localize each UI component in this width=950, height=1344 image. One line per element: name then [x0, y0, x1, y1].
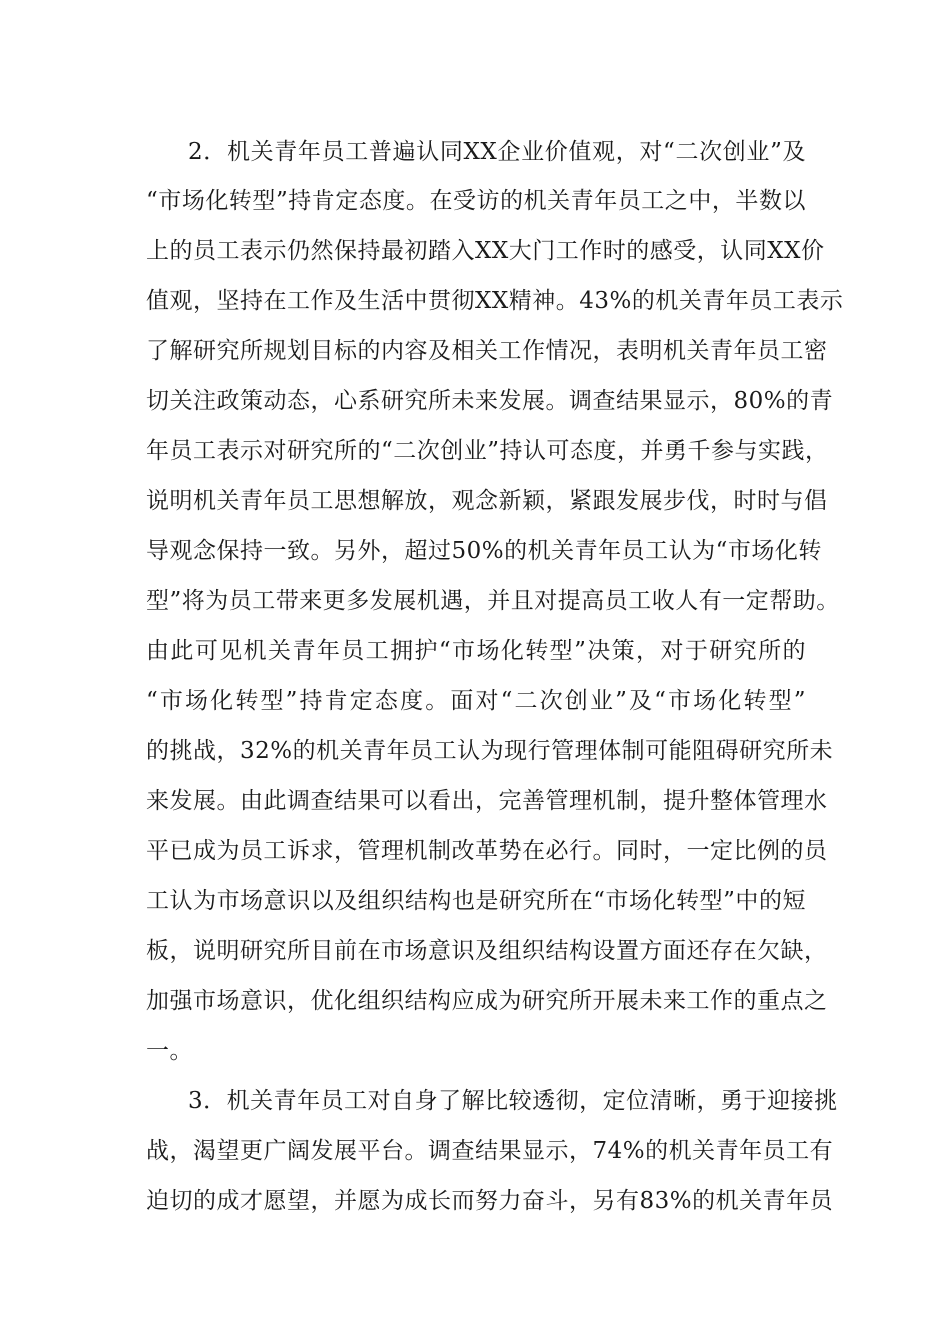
paragraph-line: 由此可见机关青年员工拥护“市场化转型”决策，对于研究所的: [146, 638, 806, 664]
paragraph-line: 说明机关青年员工思想解放，观念新颖，紧跟发展步伐，时时与倡: [146, 488, 828, 514]
paragraph-line: 战，渴望更广阔发展平台。调查结果显示，74%的机关青年员工有: [146, 1138, 834, 1164]
paragraph-line: 上的员工表示仍然保持最初踏入XX大门工作时的感受，认同XX价: [146, 238, 825, 264]
paragraph-line: 的挑战，32%的机关青年员工认为现行管理体制可能阻碍研究所未: [146, 738, 834, 764]
paragraph-line: 值观，坚持在工作及生活中贯彻XX精神。43%的机关青年员工表示: [146, 288, 844, 314]
paragraph-line: 导观念保持一致。另外，超过50%的机关青年员工认为“市场化转: [146, 538, 822, 564]
paragraph-line: “市场化转型”持肯定态度。在受访的机关青年员工之中，半数以: [146, 188, 806, 214]
paragraph-line: 加强市场意识，优化组织结构应成为研究所开展未来工作的重点之: [146, 988, 828, 1014]
paragraph-line: 板，说明研究所目前在市场意识及组织结构设置方面还存在欠缺，: [146, 938, 828, 964]
paragraph-line: “市场化转型”持肯定态度。面对“二次创业”及“市场化转型”: [146, 688, 806, 714]
paragraph-line: 来发展。由此调查结果可以看出，完善管理机制，提升整体管理水: [146, 788, 828, 814]
paragraph-line: 年员工表示对研究所的“二次创业”持认可态度，并勇千参与实践，: [146, 438, 829, 464]
paragraph-line: 一。: [146, 1038, 193, 1064]
paragraph-line: 3．机关青年员工对自身了解比较透彻，定位清晰，勇于迎接挑: [188, 1088, 838, 1114]
paragraph-line: 切关注政策动态，心系研究所未来发展。调查结果显示，80%的青: [146, 388, 834, 414]
paragraph-line: 2．机关青年员工普遍认同XX企业价值观，对“二次创业”及: [188, 139, 806, 165]
paragraph-line: 工认为市场意识以及组织结构也是研究所在“市场化转型”中的短: [146, 888, 806, 914]
paragraph-line: 迫切的成才愿望，并愿为成长而努力奋斗，另有83%的机关青年员: [146, 1188, 834, 1214]
paragraph-line: 型”将为员工带来更多发展机遇，并且对提高员工收人有一定帮助。: [146, 588, 840, 614]
paragraph-line: 了解研究所规划目标的内容及相关工作情况，表明机关青年员工密: [146, 338, 828, 364]
paragraph-line: 平已成为员工诉求，管理机制改革势在必行。同时，一定比例的员: [146, 838, 828, 864]
